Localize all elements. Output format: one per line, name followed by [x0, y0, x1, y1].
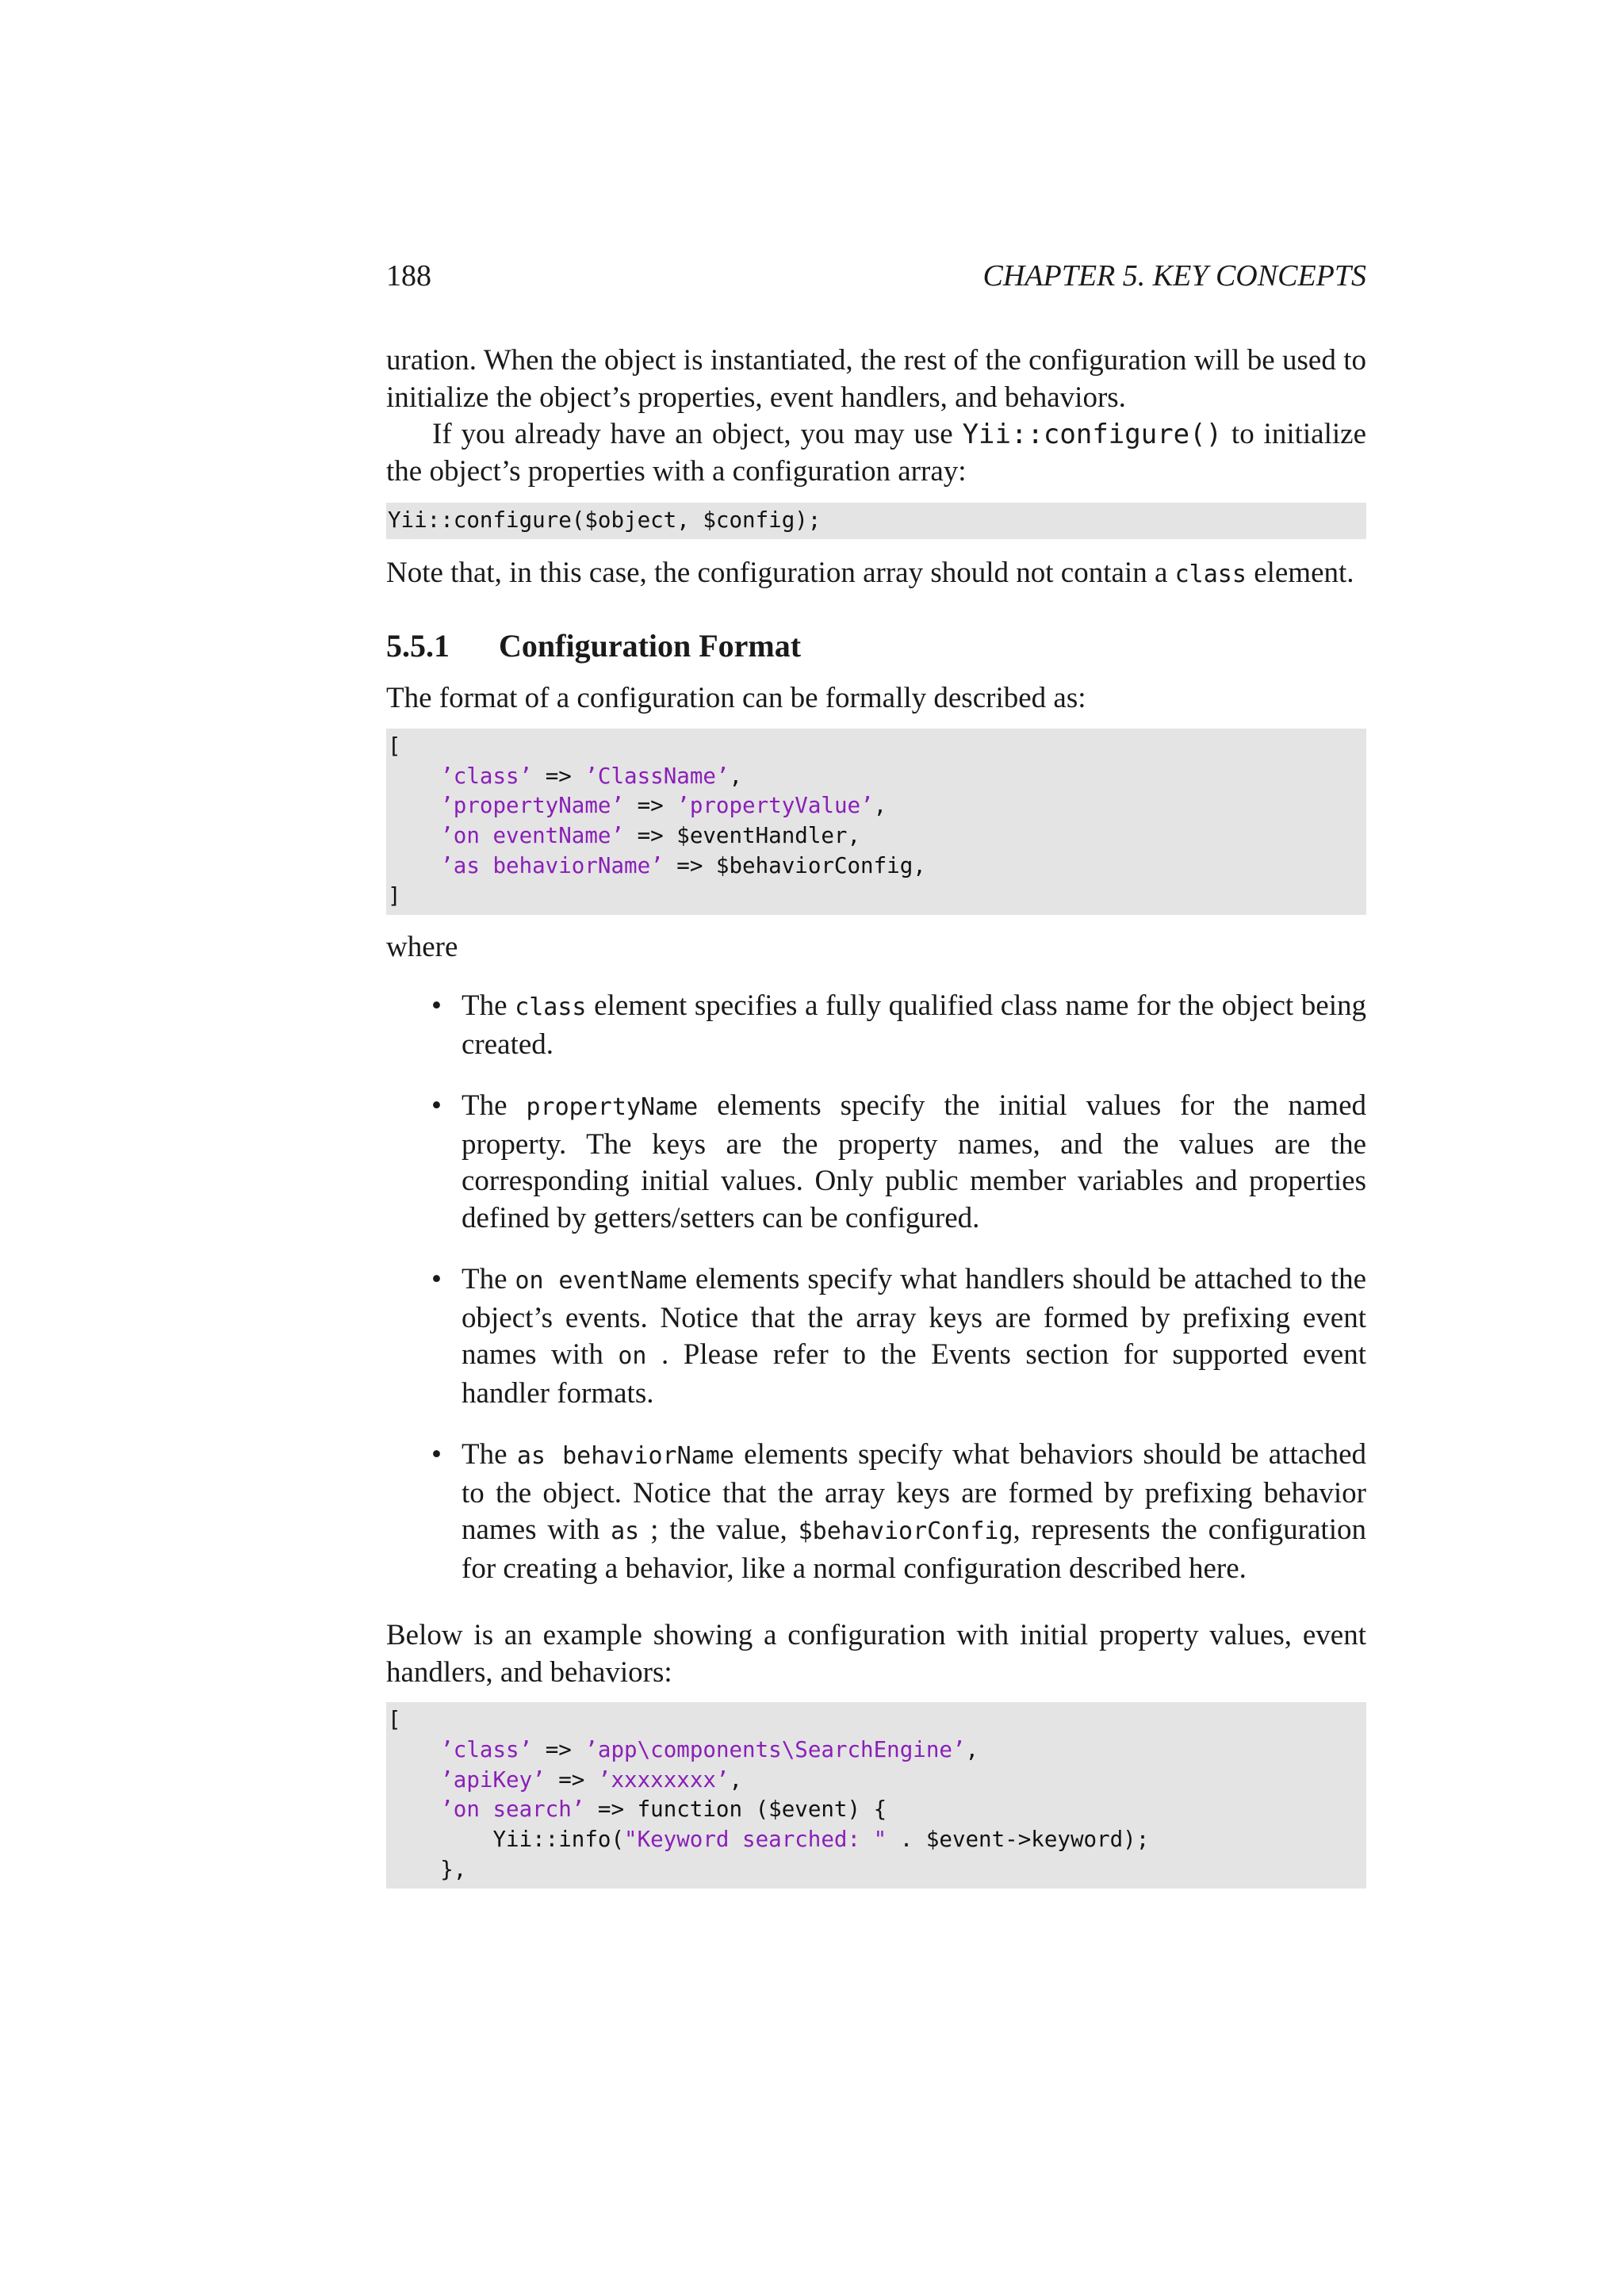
code-token: ,: [729, 763, 743, 789]
section-number: 5.5.1: [386, 628, 450, 664]
chapter-title: CHAPTER 5. KEY CONCEPTS: [982, 259, 1366, 293]
text: to initialize the object’s properties with a configuration array:: [386, 418, 1366, 488]
code-token: => $behaviorConfig,: [663, 852, 926, 878]
bullet-icon: •: [431, 989, 442, 1023]
bullet-icon: •: [431, 1089, 442, 1123]
text: The: [462, 1263, 515, 1296]
string-literal: ’propertyValue’: [676, 793, 874, 819]
code-token: [388, 793, 440, 818]
code-token: [: [388, 1707, 401, 1733]
code-line: [388, 1795, 1366, 1825]
code-block-configure: [386, 503, 1366, 539]
string-literal: ’class’: [440, 1736, 533, 1762]
code-token: [388, 1737, 440, 1762]
code-line: [388, 851, 1366, 882]
text: The: [462, 989, 515, 1023]
code-token: ,: [873, 793, 887, 819]
code-token: ,: [729, 1766, 743, 1793]
code-token: => function ($event) {: [584, 1797, 887, 1823]
paragraph-note: [386, 555, 1366, 594]
text: element specifies a fully qualified class name for the object being created.: [462, 989, 1367, 1061]
code-token: => $eventHandler,: [624, 823, 861, 849]
string-literal: ’on eventName’: [440, 823, 625, 849]
code-line: [388, 1705, 1366, 1735]
text: elements specify what handlers should be attached to the object’s events. Notice that the array keys are formed by prefixing event names with: [462, 1263, 1366, 1372]
string-literal: "Keyword searched: ": [624, 1827, 887, 1853]
inline-code: propertyName: [526, 1093, 699, 1122]
list-item-text: [462, 1261, 1366, 1412]
code-token: ,: [965, 1736, 979, 1762]
code-token: =>: [545, 1766, 598, 1793]
inline-code: class: [515, 993, 587, 1022]
bullet-icon: •: [431, 1438, 442, 1471]
text: elements specify the initial values for the named property. The keys are the property names, and the values are the corresponding initial values. Only public member variables and properties defined by getters/setters can be configured.: [462, 1089, 1366, 1234]
code-token: },: [388, 1857, 467, 1883]
code-line: Yii::configure($object, $config);: [388, 507, 822, 533]
string-literal: ’on search’: [440, 1797, 585, 1823]
list-item-text: [462, 988, 1366, 1063]
code-token: =>: [532, 763, 585, 789]
code-token: [388, 763, 440, 789]
code-line: [388, 762, 1366, 792]
text: Note that, in this case, the configuration array should not contain a: [386, 556, 1175, 589]
paragraph-intro: uration. When the object is instantiated, the rest of the configuration will be used to initialize the object’s properties, event handlers, and behaviors.: [386, 344, 1366, 414]
code-token: =>: [624, 793, 677, 819]
list-item: [386, 1437, 1366, 1587]
code-line: [388, 1855, 1366, 1885]
string-literal: ’class’: [440, 763, 533, 789]
code-token: . $event->keyword);: [887, 1827, 1150, 1853]
string-literal: ’as behaviorName’: [440, 852, 664, 878]
text: If you already have an object, you may use: [432, 418, 963, 450]
code-line: [388, 1735, 1366, 1766]
list-item-text: [462, 1088, 1366, 1237]
code-line: [388, 821, 1366, 851]
code-token: [388, 1767, 440, 1793]
inline-code: as behaviorName: [516, 1442, 734, 1471]
bullet-list: [386, 988, 1366, 1587]
section-heading: [386, 626, 1366, 666]
code-line: [388, 732, 1366, 762]
inline-code: on: [618, 1342, 647, 1371]
inline-code: $behaviorConfig: [798, 1517, 1013, 1546]
code-token: [388, 823, 440, 848]
code-block-format: [386, 729, 1366, 915]
inline-code: as: [611, 1517, 640, 1546]
string-literal: ’apiKey’: [440, 1766, 546, 1793]
inline-code: class: [1174, 560, 1247, 588]
paragraph-configure: [386, 416, 1366, 490]
inline-code: Yii::configure(): [962, 419, 1223, 450]
code-token: [: [388, 733, 401, 759]
paragraph-where: where: [386, 930, 458, 963]
text: . Please refer to the Events section for supported event handler formats.: [462, 1338, 1366, 1410]
paragraph-format-lead: The format of a configuration can be formally described as:: [386, 682, 1086, 715]
text: elements specify what behaviors should be attached to the object. Notice that the array keys are formed by prefixing behavior names with: [462, 1438, 1366, 1547]
code-line: [388, 791, 1366, 821]
string-literal: ’propertyName’: [440, 793, 625, 819]
string-literal: ’ClassName’: [584, 763, 730, 789]
text: ; the value,: [639, 1513, 799, 1547]
text: The: [462, 1438, 517, 1471]
page-body: [386, 342, 1366, 1888]
paragraph-example-lead: Below is an example showing a configuration with initial property values, event handlers, and behaviors:: [386, 1619, 1366, 1689]
list-item-text: [462, 1437, 1366, 1587]
code-line: [388, 882, 1366, 912]
text: element.: [1246, 556, 1354, 589]
code-block-example: [386, 1702, 1366, 1888]
code-token: [388, 1797, 440, 1822]
text: , represents the configuration for creating a behavior, like a normal configuration described here.: [462, 1513, 1366, 1585]
code-line: [388, 1766, 1366, 1796]
code-token: ]: [388, 882, 401, 909]
inline-code: on eventName: [515, 1267, 688, 1295]
list-item: [386, 1261, 1366, 1412]
code-token: Yii::info(: [388, 1827, 625, 1853]
list-item: [386, 1088, 1366, 1237]
section-title: Configuration Format: [499, 628, 802, 664]
string-literal: ’xxxxxxxx’: [597, 1766, 730, 1793]
code-token: =>: [532, 1736, 585, 1762]
page-number: 188: [386, 259, 431, 293]
bullet-icon: •: [431, 1263, 442, 1296]
code-line: [388, 1825, 1366, 1855]
list-item: [386, 988, 1366, 1063]
code-token: [388, 853, 440, 878]
string-literal: ’app\components\SearchEngine’: [584, 1736, 966, 1762]
text: The: [462, 1089, 527, 1123]
